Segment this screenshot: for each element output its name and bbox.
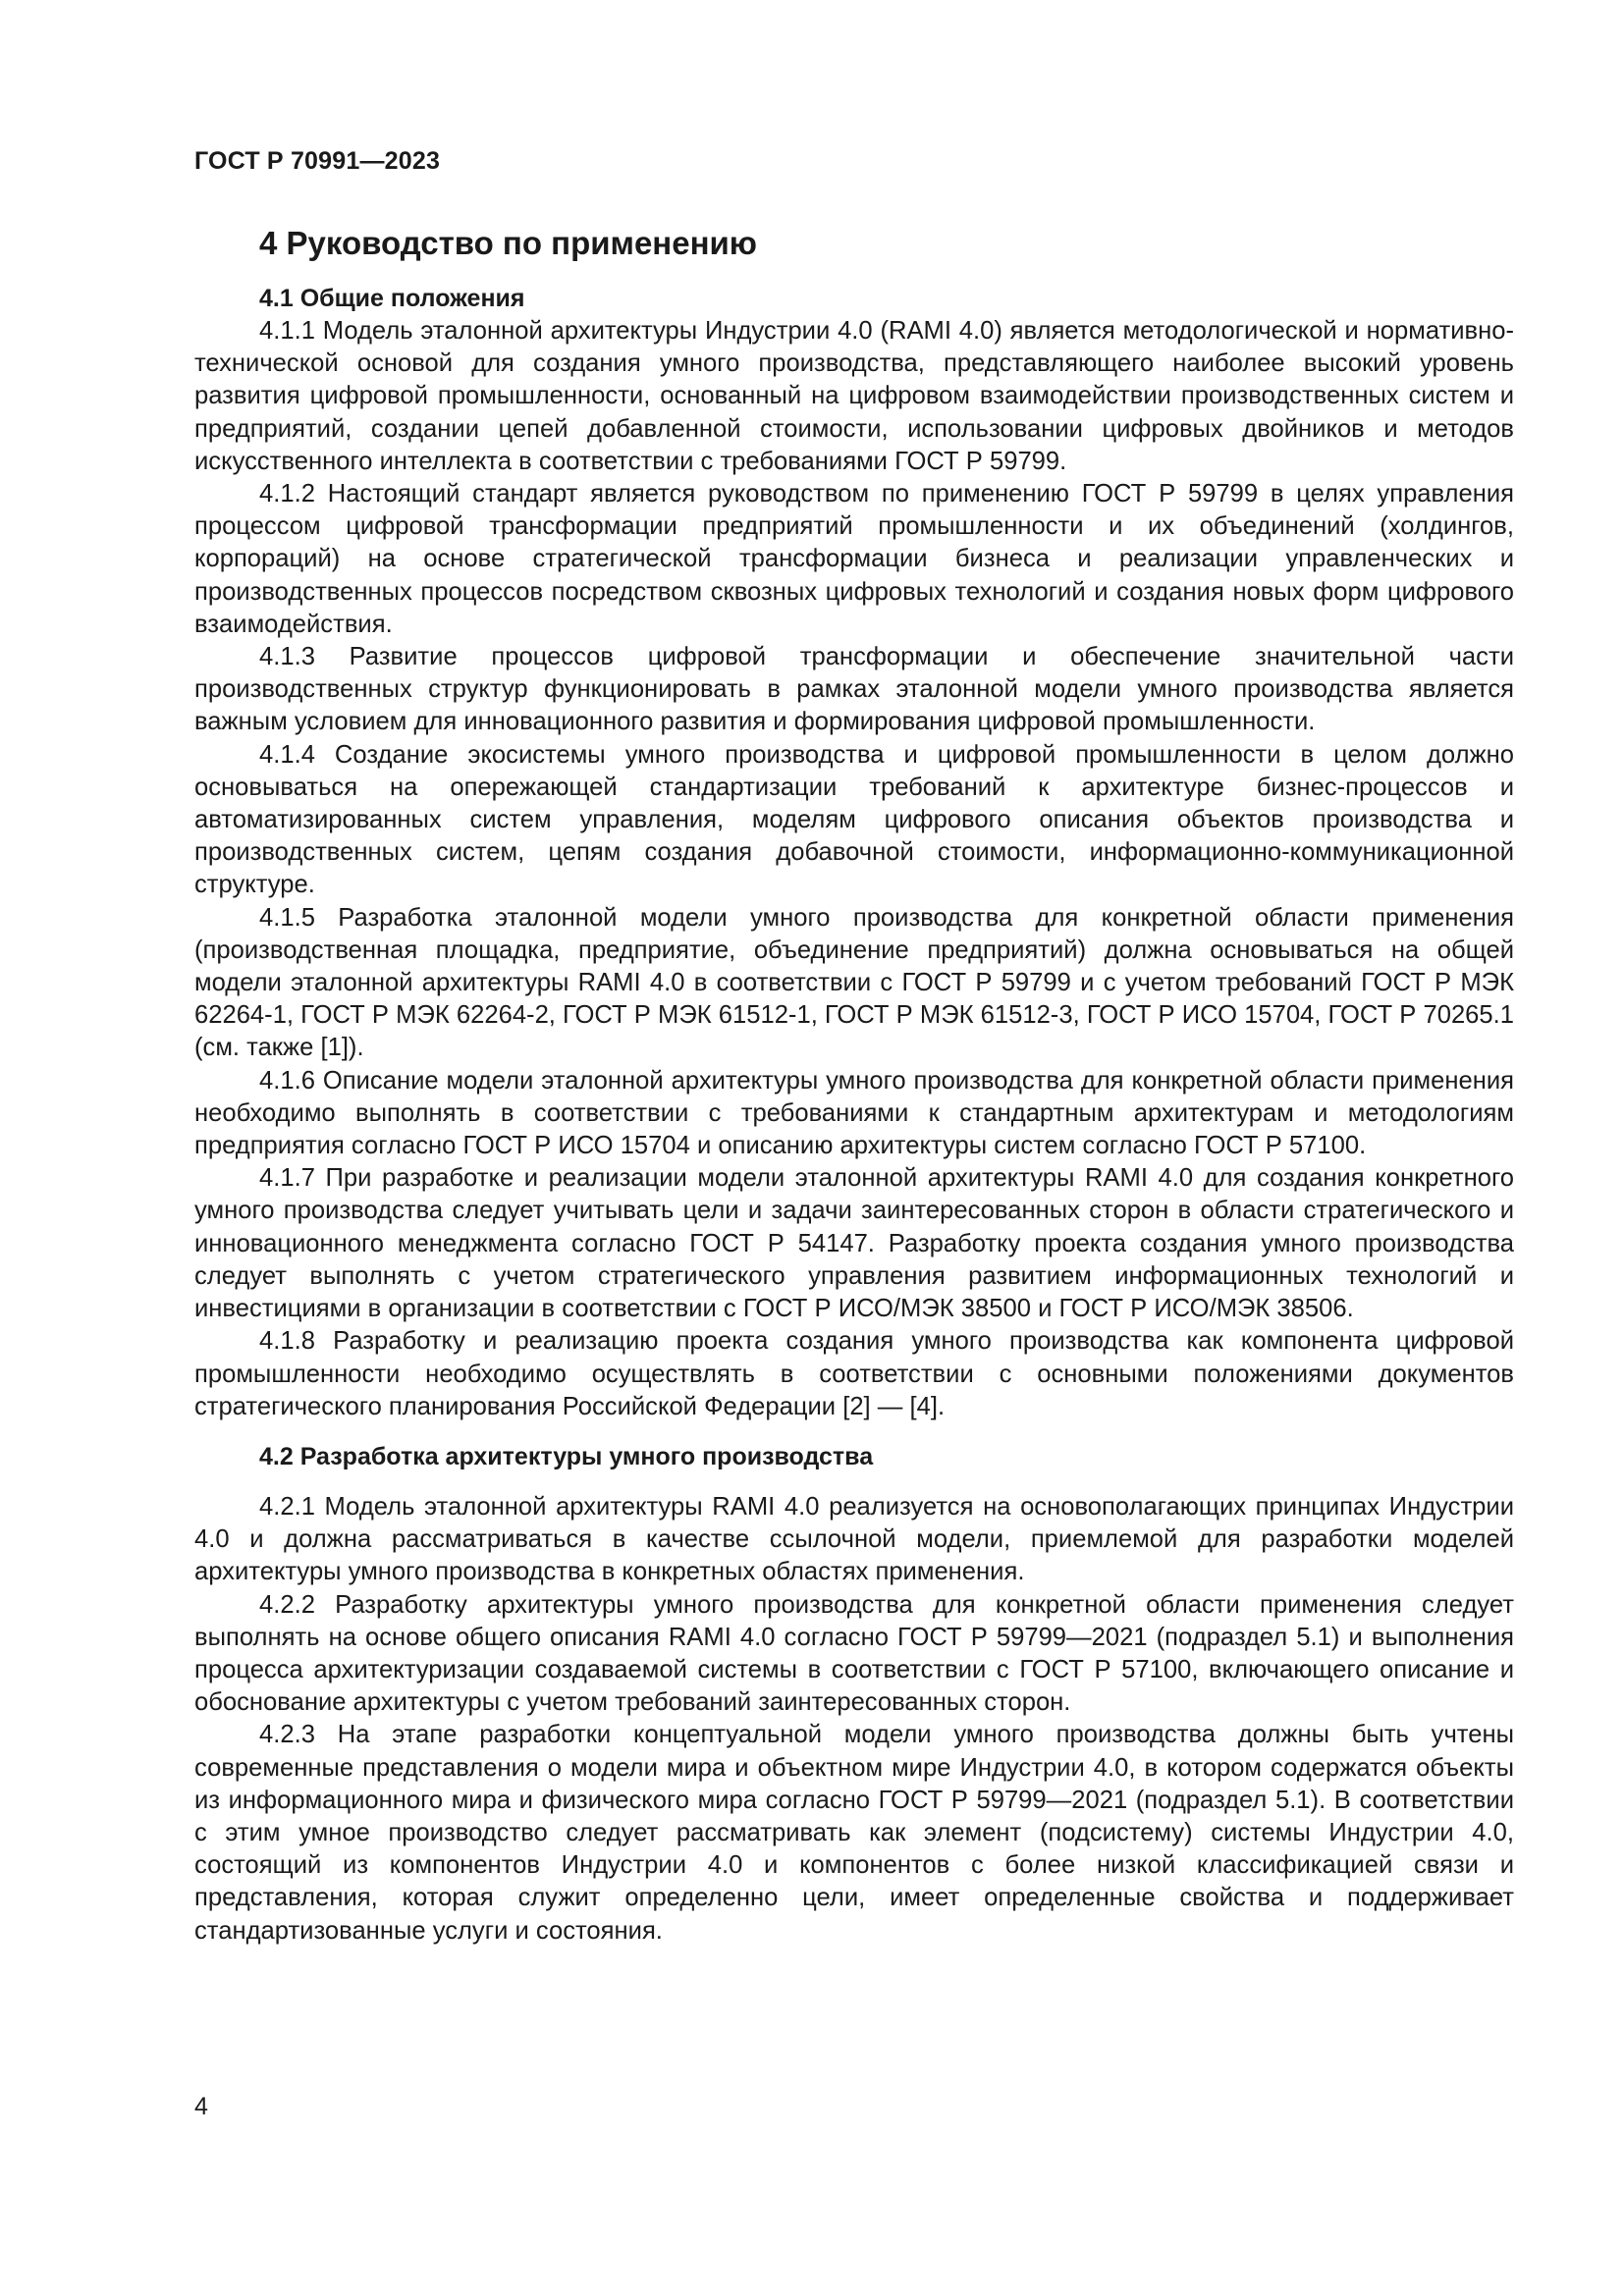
section-title: 4 Руководство по применению <box>259 225 757 261</box>
subsection-title-4-2: 4.2 Разработка архитектуры умного производства <box>259 1442 874 1470</box>
paragraph-4-2-2: 4.2.2 Разработку архитектуры умного производства для конкретной области применения следует выполнять на основе общего описания RAMI 4.0 согласно ГОСТ Р 59799—2021 (подраздел 5.1) и выполнения процесса архитектуризации создаваемой системы в соответствии с ГОСТ Р 57100, включающего описание и обоснование архитектуры с учетом требований заинтересованных сторон. <box>194 1590 1514 1717</box>
paragraph-4-1-6: 4.1.6 Описание модели эталонной архитектуры умного производства для конкретной области применения необходимо выполнять в соответствии с требованиями к стандартным архитектурам и методологиям предприятия согласно ГОСТ Р ИСО 15704 и описанию архитектуры систем согласно ГОСТ Р 57100. <box>194 1066 1514 1160</box>
paragraph-4-1-3: 4.1.3 Развитие процессов цифровой трансформации и обеспечение значительной части производственных структур функционировать в рамках эталонной модели умного производства является важным условием для инновационного развития и формирования цифровой промышленности. <box>194 643 1514 736</box>
subsection-title-4-1: 4.1 Общие положения <box>259 285 525 312</box>
page-number: 4 <box>194 2093 208 2120</box>
paragraph-4-1-8: 4.1.8 Разработку и реализацию проекта создания умного производства как компонента цифровой промышленности необходимо осуществлять в соответствии с основными положениями документов стратегического планирования Российской Федерации [2] — [4]. <box>194 1327 1514 1420</box>
document-body <box>194 224 1514 1948</box>
paragraph-4-1-1: 4.1.1 Модель эталонной архитектуры Индустрии 4.0 (RAMI 4.0) является методологической и нормативно-технической основой для создания умного производства, представляющего наиболее высокий уровень развития цифровой промышленности, основанный на цифровом взаимодействии производственных систем и предприятий, создании цепей добавленной стоимости, использовании цифровых двойников и методов искусственного интеллекта в соответствии с требованиями ГОСТ Р 59799. <box>194 317 1514 475</box>
paragraph-4-1-4: 4.1.4 Создание экосистемы умного производства и цифровой промышленности в целом должно основываться на опережающей стандартизации требований к архитектуре бизнес-процессов и автоматизированных систем управления, моделям цифрового описания объектов производства и производственных систем, цепям создания добавочной стоимости, информационно-коммуникационной структуре. <box>194 740 1514 899</box>
paragraph-4-2-3: 4.2.3 На этапе разработки концептуальной модели умного производства должны быть учтены современные представления о модели мира и объектном мире Индустрии 4.0, в котором содержатся объекты из информационного мира и физического мира согласно ГОСТ Р 59799—2021 (подраздел 5.1). В соответствии с этим умное производство следует рассматривать как элемент (подсистему) системы Индустрии 4.0, состоящий из компонентов Индустрии 4.0 и компонентов с более низкой классификацией связи и представления, которая служит определенно цели, имеет определенные свойства и поддерживает стандартизованные услуги и состояния. <box>194 1721 1514 1945</box>
paragraph-4-1-5: 4.1.5 Разработка эталонной модели умного производства для конкретной области применения (производственная площадка, предприятие, объединение предприятий) должна основываться на общей модели эталонной архитектуры RAMI 4.0 в соответствии с ГОСТ Р 59799 и с учетом требований ГОСТ Р МЭК 62264-1, ГОСТ Р МЭК 62264-2, ГОСТ Р МЭК 61512-1, ГОСТ Р МЭК 61512-3, ГОСТ Р ИСО 15704, ГОСТ Р 70265.1 (см. также [1]). <box>194 903 1514 1062</box>
document-code-header: ГОСТ Р 70991—2023 <box>194 147 441 175</box>
paragraph-4-1-2: 4.1.2 Настоящий стандарт является руководством по применению ГОСТ Р 59799 в целях управления процессом цифровой трансформации предприятий промышленности и их объединений (холдингов, корпораций) на основе стратегической трансформации бизнеса и реализации управленческих и производственных процессов посредством сквозных цифровых технологий и создания новых форм цифрового взаимодействия. <box>194 480 1514 638</box>
paragraph-4-2-1: 4.2.1 Модель эталонной архитектуры RAMI 4.0 реализуется на основополагающих принципах Индустрии 4.0 и должна рассматриваться в качестве ссылочной модели, приемлемой для разработки моделей архитектуры умного производства в конкретных областях применения. <box>194 1492 1514 1586</box>
paragraph-4-1-7: 4.1.7 При разработке и реализации модели эталонной архитектуры RAMI 4.0 для создания конкретного умного производства следует учитывать цели и задачи заинтересованных сторон в области стратегического и инновационного менеджмента согласно ГОСТ Р 54147. Разработку проекта создания умного производства следует выполнять с учетом стратегического управления развитием информационных технологий и инвестициями в организации в соответствии с ГОСТ Р ИСО/МЭК 38500 и ГОСТ Р ИСО/МЭК 38506. <box>194 1164 1514 1323</box>
